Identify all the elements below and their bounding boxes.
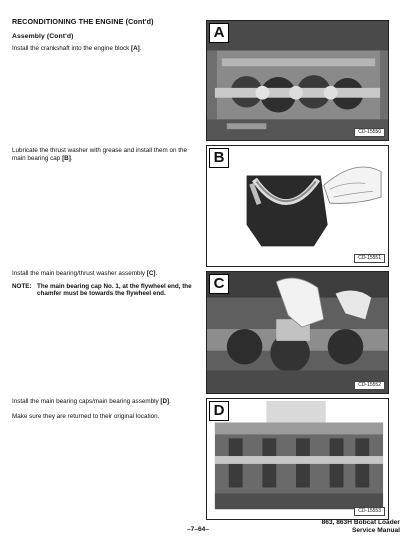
figure-c <box>206 271 389 394</box>
manual-title <box>322 519 400 534</box>
note-text: The main bearing cap No. 1, at the flywheel end, the chamfer must be towards the flywheel end. <box>37 283 192 298</box>
step-text-d: Install the main bearing caps/main bearing assembly [D]. <box>12 398 171 405</box>
page-number: –7–64– <box>187 526 210 533</box>
figure-d-image <box>207 399 388 519</box>
step-text-b: Lubricate the thrust washer with grease and install them on the main bearing cap [B]. <box>12 147 188 162</box>
section-subtitle: Assembly (Cont'd) <box>12 33 74 40</box>
note <box>12 283 202 297</box>
figure-a-code: CD-15550 <box>354 128 385 137</box>
step-text-c: Install the main bearing/thrust washer assembly [C]. <box>12 270 158 277</box>
figure-a-image <box>207 21 388 140</box>
figure-b-label: B <box>209 148 229 168</box>
manual-title-line1: 863, 863H Bobcat Loader <box>321 519 400 526</box>
manual-title-line2: Service Manual <box>351 526 400 534</box>
figure-d <box>206 398 389 520</box>
step-note-location: Make sure they are returned to their original location. <box>12 413 160 420</box>
figure-b <box>206 145 389 267</box>
figure-c-label: C <box>209 274 229 294</box>
figure-a-label: A <box>209 23 229 43</box>
note-label: NOTE: <box>12 283 32 290</box>
figure-a <box>206 20 389 141</box>
figure-c-image <box>207 272 388 393</box>
figure-c-code: CD-15552 <box>354 381 385 390</box>
section-title: RECONDITIONING THE ENGINE (Cont'd) <box>12 17 154 26</box>
figure-d-label: D <box>209 401 229 421</box>
figure-b-image <box>207 146 388 266</box>
figure-b-code: CD-15551 <box>354 254 385 263</box>
step-text-a: Install the crankshaft into the engine block [A]. <box>12 45 142 52</box>
figure-d-code: CD-15553 <box>354 507 385 516</box>
